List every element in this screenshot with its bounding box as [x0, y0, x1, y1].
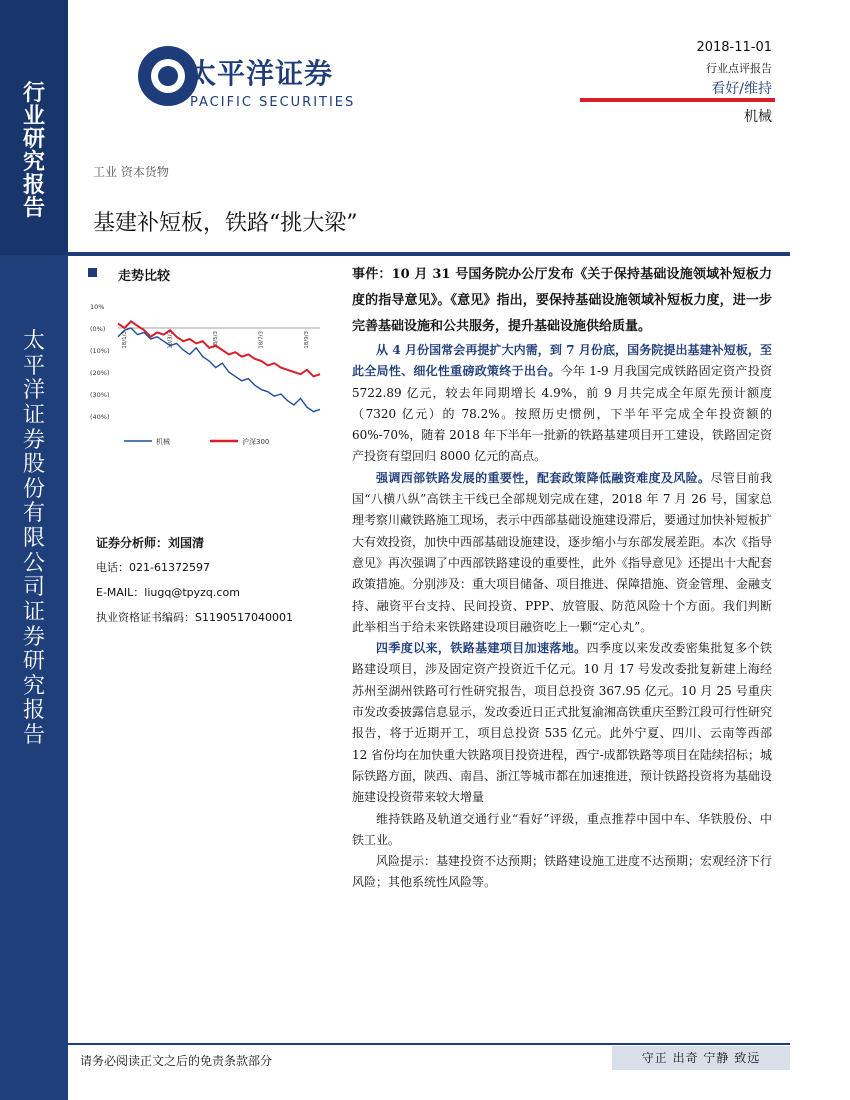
sidebar-company-char: 公	[22, 550, 45, 576]
sidebar-company-char: 洋	[22, 378, 45, 404]
sidebar-company-char: 报	[22, 698, 45, 724]
paragraph-1-text: 今年 1-9 月我国完成铁路固定资产投资 5722.89 亿元，较去年同期增长 4.9%，前 9 月共完成全年原先预计额度（7320 亿元）的 78.2%。按照历史惯例，下半年平完成全年投资额的 60%-70%，随着 2018 年下半年一批新的铁路基建项目开工建设，铁路固定资产投资有望回归 8000 亿元的高点。	[352, 364, 772, 464]
paragraph-1-highlight: 从 4 月份国常会再提扩大内需，到 7 月份底，国务院提出基建补短板，至此全局性、细化性重磅政策终于出台。	[352, 343, 772, 379]
sector-label: 工业 资本货物	[93, 165, 169, 179]
sidebar-report-char: 告	[22, 195, 45, 222]
trend-chart-svg	[88, 298, 328, 458]
header-red-bar	[580, 98, 775, 102]
paragraph-3-text: 四季度以来发改委密集批复多个铁路建设项目，涉及固定资产投资近千亿元。10 月 17 号发改委批复新建上海经苏州至湖州铁路可行性研究报告，项目总投资 367.95 亿元。10 月 25 号重庆市发改委披露信息显示，发改委近日正式批复渝湘高铁重庆至黔江段可行性研究报告，将于近期开工，项目总投资 535 亿元。此外宁夏、四川、云南等西部 12 省份均在加快重大铁路项目投资进程，西宁-成都铁路等项目在陆续招标；城际铁路方面，陕西、南昌、浙江等城市都在加速推进，预计铁路投资将为基础设施建设投资带来较大增量	[352, 641, 773, 805]
series-line-hs300	[118, 321, 320, 376]
y-tick-label: (30%)	[90, 391, 110, 399]
paragraph-2-highlight: 强调西部铁路发展的重要性，配套政策降低融资难度及风险。	[376, 470, 711, 485]
sidebar-report-char: 业	[22, 103, 45, 130]
y-tick-label: (20%)	[90, 369, 110, 377]
report-type: 行业点评报告	[706, 62, 772, 75]
main-text	[352, 262, 772, 894]
sidebar-company-char: 告	[22, 723, 45, 748]
paragraph-3	[352, 638, 772, 808]
y-tick-label: 10%	[90, 303, 105, 311]
footer-motto: 守正 出奇 宁静 致远	[612, 1046, 790, 1070]
report-title: 基建补短板，铁路“挑大梁”	[93, 211, 358, 236]
paragraph-2-text: 尽管目前我国“八横八纵”高铁主干线已全部规划完成在建，2018 年 7 月 26 号，国家总理考察川藏铁路施工现场，表示中西部基础设施建设滞后，要通过加快补短板扩大有效投资，加快中西部基础设施建设，逐步缩小与东部发展差距。本次《指导意见》再次强调了中西部铁路建设的重要性，此外《指导意见》还提出十大配套政策措施。分别涉及：重大项目储备、项目推进、保障措施、资金管理、金融支持、融资平台支持、民间投资、PPP、放管服、防范风险十个方面。我们判断此举相当于给未来铁路建设项目融资吃上一颗“定心丸”。	[352, 470, 773, 634]
sidebar-company-char: 股	[22, 452, 45, 478]
x-tick-label: 18/9/3	[304, 331, 310, 349]
legend-label: 机械	[156, 438, 170, 446]
analyst-cert: 执业资格证书编码：S1190517040001	[96, 611, 293, 624]
sidebar-company-char: 有	[22, 501, 45, 527]
x-tick-label: 18/5/3	[213, 331, 219, 349]
title-divider	[68, 252, 790, 256]
sidebar-report-char: 究	[22, 149, 45, 176]
sidebar-company-char: 证	[22, 599, 45, 625]
sidebar-company-char: 究	[22, 673, 45, 699]
sidebar-company-char: 平	[22, 353, 45, 379]
analyst-phone: 电话：021-61372597	[96, 561, 210, 574]
footer-divider	[68, 1043, 790, 1045]
sidebar-report-char: 报	[22, 172, 45, 199]
industry: 机械	[744, 109, 772, 125]
sidebar-company-label	[0, 330, 68, 749]
sidebar-report-label	[0, 82, 68, 221]
analyst-name: 证券分析师：刘国清	[96, 536, 205, 550]
sidebar-company-char: 证	[22, 402, 45, 428]
bullet-square-icon	[88, 268, 97, 277]
trend-chart	[88, 298, 328, 458]
analyst-email: E-MAIL：liugq@tpyzq.com	[96, 586, 240, 599]
brand-name-en: PACIFIC SECURITIES	[190, 95, 356, 110]
sidebar-company-char: 券	[22, 624, 45, 650]
paragraph-5: 风险提示：基建投资不达预期；铁路建设施工进度不达预期；宏观经济下行风险；其他系统性风险等。	[352, 854, 773, 890]
sidebar-company-char: 研	[22, 649, 45, 675]
y-tick-label: (0%)	[90, 325, 106, 333]
rating: 看好/维持	[711, 81, 772, 97]
sidebar-company-char: 份	[22, 476, 45, 502]
footer-disclaimer: 请务必阅读正文之后的免责条款部分	[80, 1054, 273, 1068]
y-tick-label: (10%)	[90, 347, 110, 355]
report-date: 2018-11-01	[696, 40, 772, 55]
paragraph-4: 维持铁路及轨道交通行业“看好”评级，重点推荐中国中车、华铁股份、中铁工业。	[352, 811, 772, 847]
sidebar-company-char: 司	[22, 575, 45, 601]
paragraph-3-highlight: 四季度以来，铁路基建项目加速落地。	[376, 641, 587, 656]
legend-label: 沪深300	[242, 438, 270, 446]
sidebar-report-char: 研	[22, 126, 45, 153]
paragraph-2	[352, 468, 772, 638]
paragraph-1	[352, 340, 772, 468]
x-tick-label: 18/7/3	[258, 331, 265, 349]
sidebar-company-char: 太	[22, 329, 45, 354]
brand-name-cn: 太平洋证券	[188, 57, 334, 90]
event-paragraph: 事件：10 月 31 号国务院办公厅发布《关于保持基础设施领域补短板力度的指导意见》。《意见》指出，要保持基础设施领域补短板力度，进一步完善基础设施和公共服务，提升基础设施供给质量。	[352, 267, 772, 334]
x-tick-label: 18/1/3	[122, 331, 128, 349]
sidebar-company-char: 限	[22, 526, 45, 551]
trend-heading: 走势比较	[118, 269, 171, 284]
x-tick-label: 18/3/3	[167, 331, 174, 349]
sidebar-company-char: 券	[22, 427, 45, 453]
sidebar-report-char: 行	[22, 80, 45, 106]
y-tick-label: (40%)	[90, 413, 110, 421]
